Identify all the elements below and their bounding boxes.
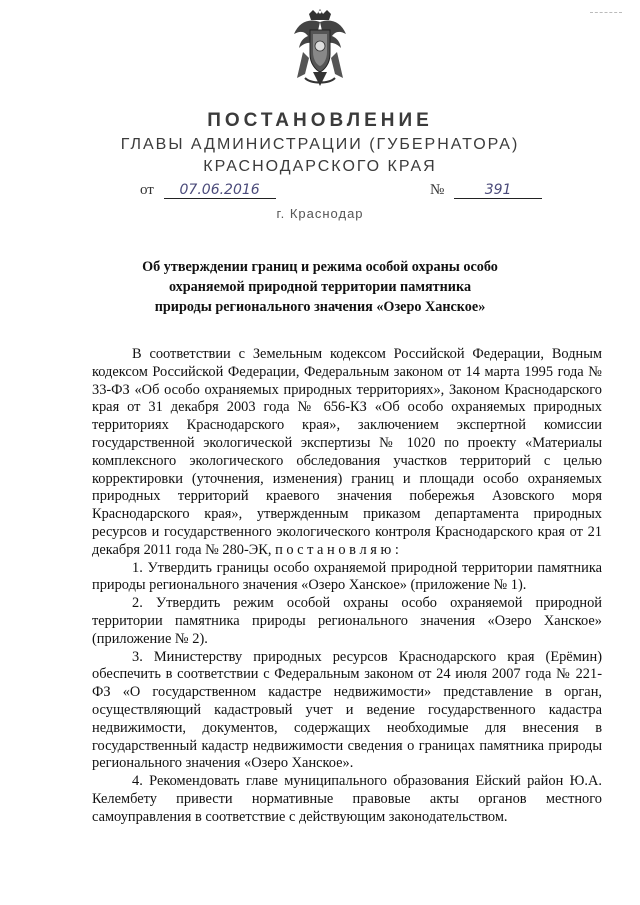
city-label: г. Краснодар (276, 206, 364, 221)
document-title: Об утверждении границ и режима особой охраны особо охраняемой природной территории памятника природы регионального значения «Озеро Ханское» (142, 259, 498, 315)
date-field (140, 182, 276, 199)
date-value: 07.06.2016 (164, 182, 276, 199)
clause-paragraph: 3. Министерству природных ресурсов Краснодарского края (Ерёмин) обеспечить в соответствии с Федеральным законом от 24 июля 2007 года № 221-ФЗ «О государственном кадастре недвижимости» представление в орган, осуществляющий кадастровый учет и ведение государственного кадастра недвижимости, документов, содержащих необходимые для внесения в государственный кадастр недвижимости сведения о границах памятника природы регионального значения «Озеро Ханское». (92, 648, 602, 772)
date-prefix: от (140, 182, 154, 198)
scan-mark (590, 12, 622, 14)
clause-paragraph: 2. Утвердить режим особой охраны особо охраняемой природной территории памятника природы регионального значения «Озеро Ханское» (приложение № 2). (92, 595, 602, 647)
clause-paragraph: 1. Утвердить границы особо охраняемой природной территории памятника природы регионального значения «Озеро Ханское» (приложение № 1). (92, 559, 602, 594)
coat-of-arms-icon (291, 8, 349, 90)
clause-paragraph: 4. Рекомендовать главе муниципального образования Ейский район Ю.А. Келембету привести нормативные правовые акты органов местного самоуправления в соответствие с действующим законодательством. (92, 773, 602, 825)
document-body (92, 346, 602, 827)
number-value: 391 (454, 182, 542, 199)
document-type-heading: ПОСТАНОВЛЕНИЕ (207, 110, 433, 131)
region-heading: КРАСНОДАРСКОГО КРАЯ (203, 158, 437, 175)
issuer-heading: ГЛАВЫ АДМИНИСТРАЦИИ (ГУБЕРНАТОРА) (120, 136, 520, 153)
number-prefix: № (430, 182, 445, 198)
number-field (430, 182, 542, 199)
preamble-paragraph: В соответствии с Земельным кодексом Российской Федерации, Водным кодексом Российской Федерации, Федеральным законом от 14 марта 1995 года № 33-ФЗ «Об особо охраняемых природных территориях», Законом Краснодарского края от 31 декабря 2003 года № 656-КЗ «Об особо охраняемых природных территориях Краснодарского края», заключением экспертной комиссии государственной экологической экспертизы № 1020 по проекту «Материалы комплексного экологического обследования участков территорий с целью корректировки (уточнения, изменения) границ и площади особо охраняемых природных территорий краевого значения побережья Азовского моря Краснодарского края», утвержденным приказом департамента природных ресурсов и государственного экологического контроля Краснодарского края от 21 декабря 2011 года № 280-ЭК, п о с т а н о в л я ю : (92, 346, 602, 558)
